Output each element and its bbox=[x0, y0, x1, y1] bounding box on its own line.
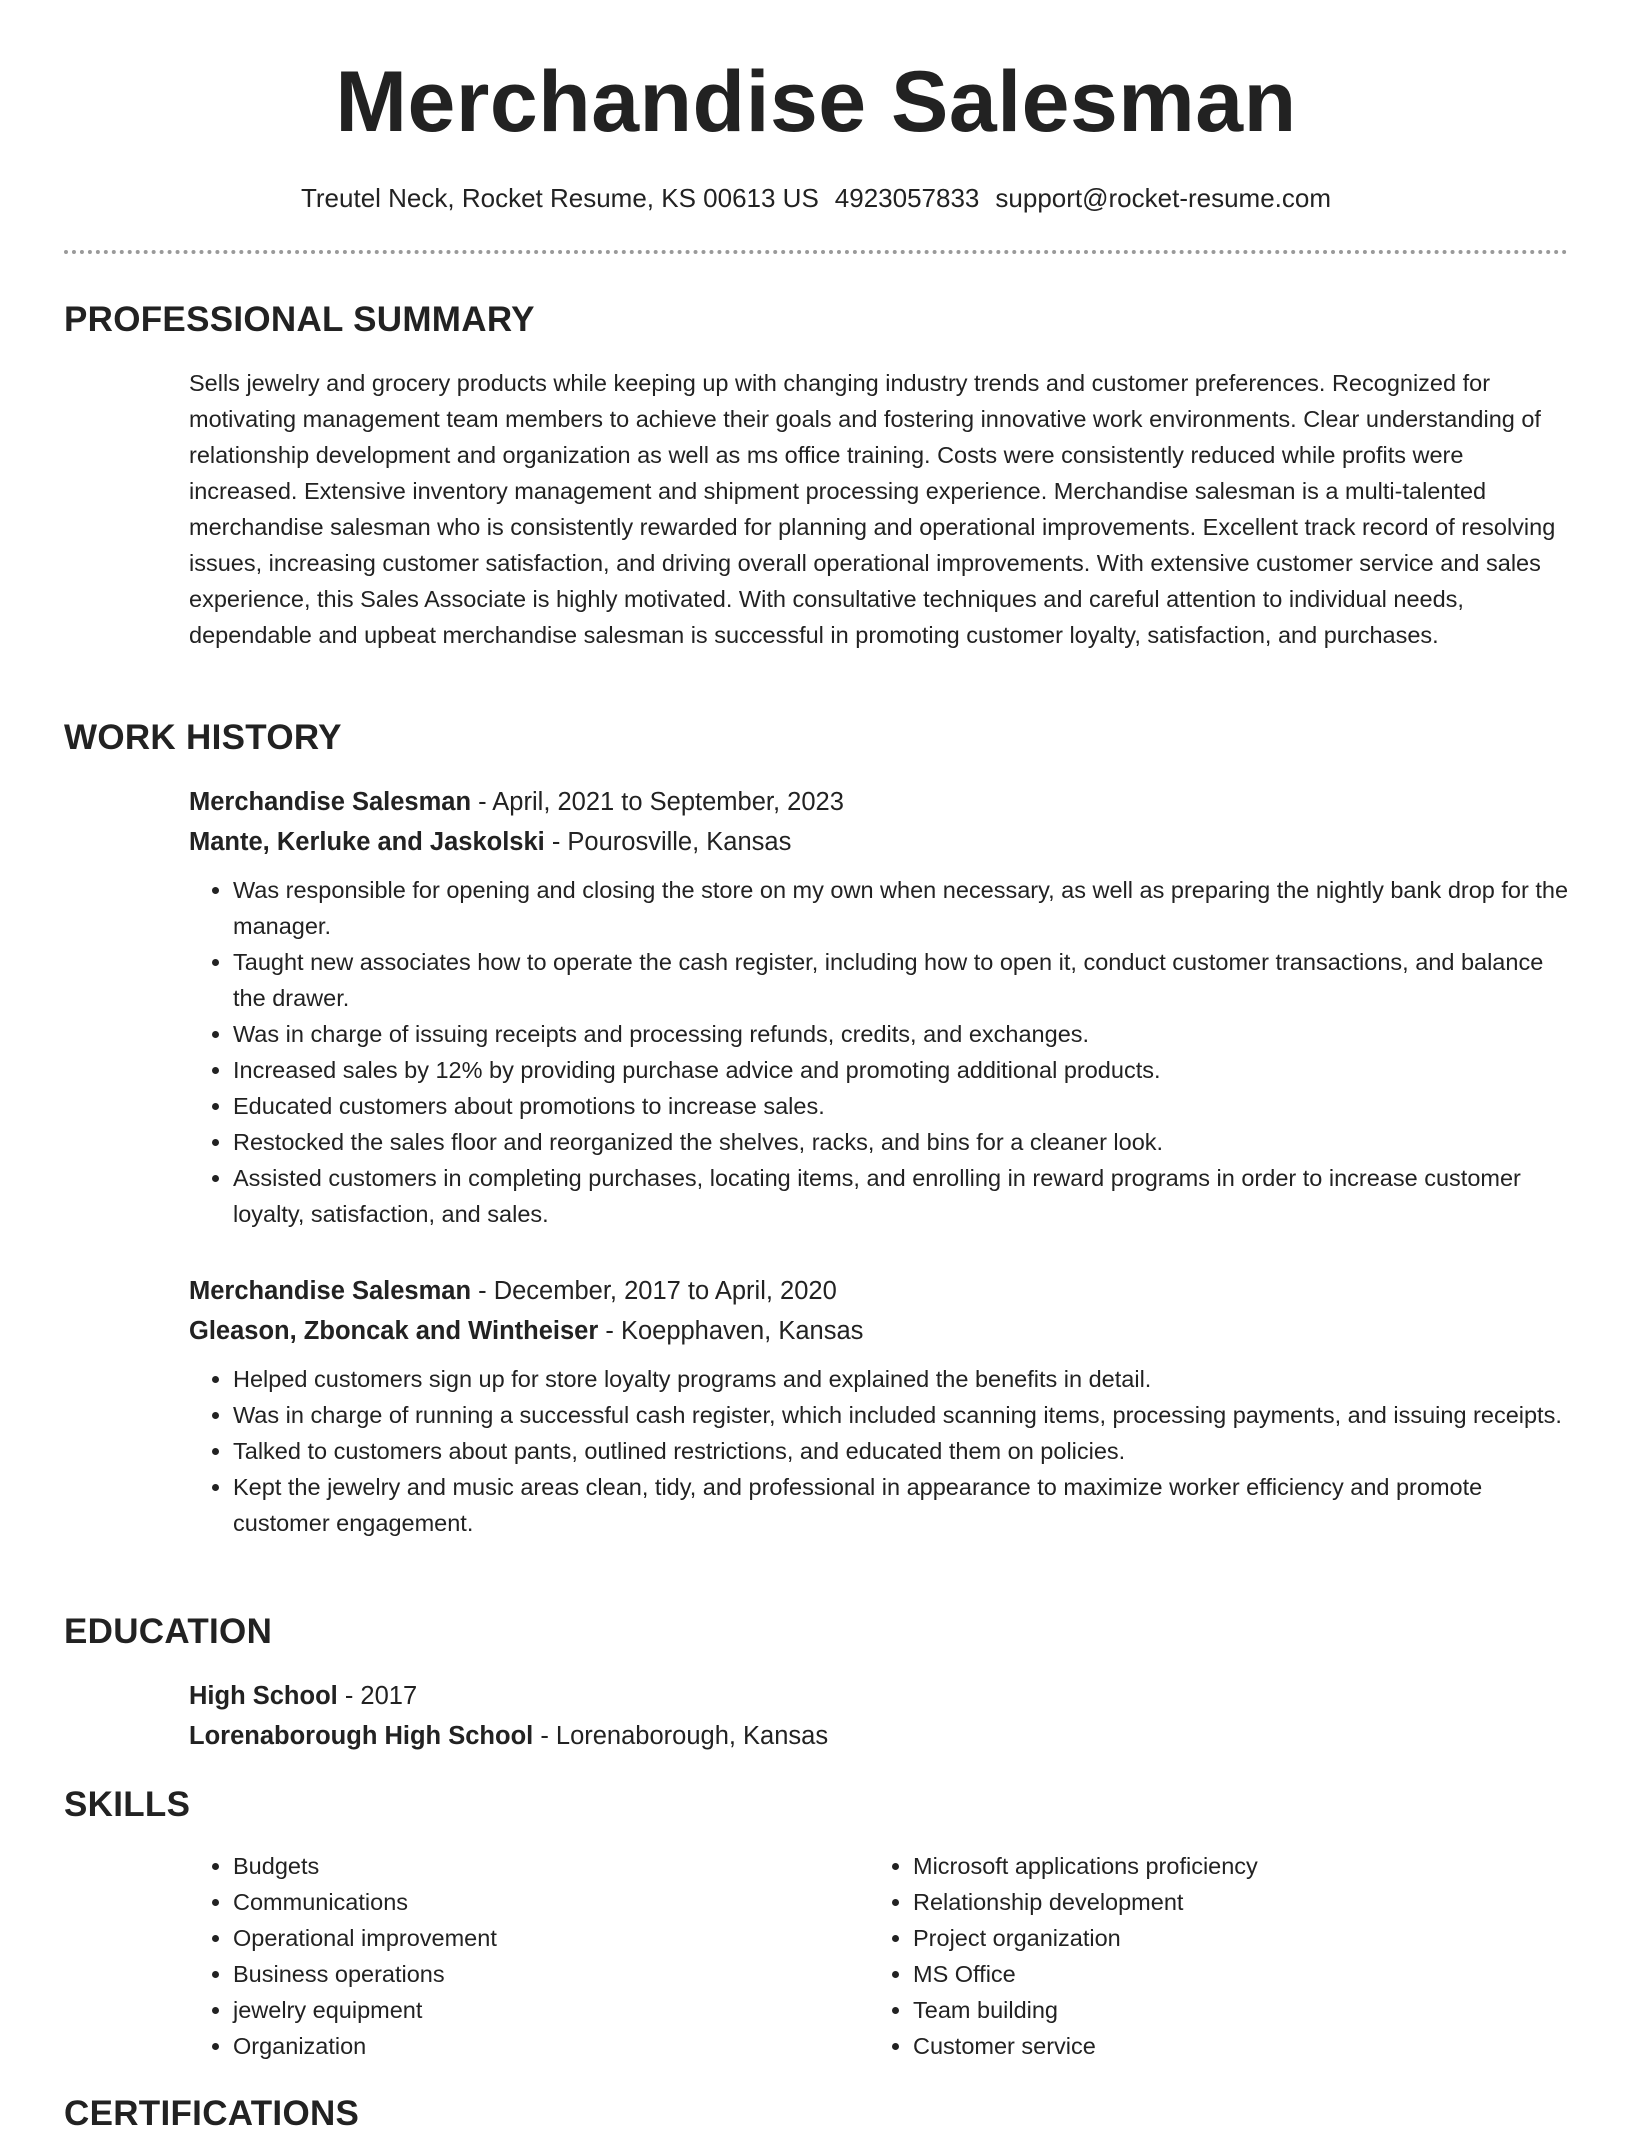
skill-item: • Project organization bbox=[913, 1920, 1513, 1956]
education-school: Lorenaborough High School bbox=[189, 1722, 534, 1750]
skills-column-2 bbox=[869, 1848, 1513, 2064]
list-item: • Was responsible for opening and closing the store on my own when necessary, as well as preparing the nightly bank drop for the manager. bbox=[233, 872, 1569, 944]
job-dates: - December, 2017 to April, 2020 bbox=[471, 1277, 837, 1305]
skill-item: • Customer service bbox=[913, 2028, 1513, 2064]
resume-name-title: Merchandise Salesman bbox=[335, 54, 1297, 150]
contact-phone: 4923057833 bbox=[834, 183, 980, 213]
skill-item: • Microsoft applications proficiency bbox=[913, 1848, 1513, 1884]
list-item: • Restocked the sales floor and reorganized the shelves, racks, and bins for a cleaner look. bbox=[233, 1124, 1569, 1160]
education-year: - 2017 bbox=[337, 1682, 418, 1710]
skill-item: • Team building bbox=[913, 1992, 1513, 2028]
contact-email: support@rocket-resume.com bbox=[995, 183, 1332, 213]
skill-item: • Budgets bbox=[233, 1848, 833, 1884]
skill-item: • MS Office bbox=[913, 1956, 1513, 1992]
summary-text: Sells jewelry and grocery products while keeping up with changing industry trends and customer preferences. Recognized for motivating management team members to achieve their goals and fostering innovative work environments. Clear understanding of relationship development and organization as well as ms office training. Costs were consistently reduced while profits were increased. Extensive inventory management and shipment processing experience. Merchandise salesman is a multi-talented merchandise salesman who is consistently rewarded for planning and operational improvements. Excellent track record of resolving issues, increasing customer satisfaction, and driving overall operational improvements. With extensive customer service and sales experience, this Sales Associate is highly motivated. With consultative techniques and careful attention to individual needs, dependable and upbeat merchandise salesman is successful in promoting customer loyalty, satisfaction, and purchases. bbox=[189, 370, 1556, 648]
job-title-line bbox=[189, 782, 1569, 822]
job-location: - Pourosville, Kansas bbox=[544, 828, 792, 856]
skill-item: • Relationship development bbox=[913, 1884, 1513, 1920]
education-degree: High School bbox=[189, 1682, 338, 1710]
job-company: Gleason, Zboncak and Wintheiser bbox=[189, 1317, 599, 1345]
job-company-line bbox=[189, 822, 1569, 862]
work-history-heading: WORK HISTORY bbox=[64, 718, 342, 757]
job-title-line bbox=[189, 1271, 1569, 1311]
list-item: • Increased sales by 12% by providing purchase advice and promoting additional products. bbox=[233, 1052, 1569, 1088]
job-company-line bbox=[189, 1311, 1569, 1351]
job-entry-1 bbox=[189, 782, 1569, 1232]
education-heading: EDUCATION bbox=[64, 1612, 273, 1651]
skill-item: • Business operations bbox=[233, 1956, 833, 1992]
list-item: • Helped customers sign up for store loyalty programs and explained the benefits in detail. bbox=[233, 1361, 1569, 1397]
skill-item: • Operational improvement bbox=[233, 1920, 833, 1956]
contact-line bbox=[0, 180, 1632, 216]
job-entry-2 bbox=[189, 1271, 1569, 1541]
summary-heading: PROFESSIONAL SUMMARY bbox=[64, 300, 535, 339]
contact-address: Treutel Neck, Rocket Resume, KS 00613 US bbox=[300, 183, 819, 213]
skill-item: • Organization bbox=[233, 2028, 833, 2064]
education-school-line bbox=[189, 1716, 1569, 1756]
education-location: - Lorenaborough, Kansas bbox=[533, 1722, 829, 1750]
list-item: • Educated customers about promotions to increase sales. bbox=[233, 1088, 1569, 1124]
list-item: • Kept the jewelry and music areas clean, tidy, and professional in appearance to maximize worker efficiency and promote customer engagement. bbox=[233, 1469, 1569, 1541]
list-item: • Taught new associates how to operate the cash register, including how to open it, conduct customer transactions, and balance the drawer. bbox=[233, 944, 1569, 1016]
job-company: Mante, Kerluke and Jaskolski bbox=[189, 828, 545, 856]
header-divider bbox=[64, 250, 1568, 254]
list-item: • Was in charge of issuing receipts and processing refunds, credits, and exchanges. bbox=[233, 1016, 1569, 1052]
skills-heading: SKILLS bbox=[64, 1785, 191, 1824]
education-degree-line bbox=[189, 1676, 1569, 1716]
certifications-heading: CERTIFICATIONS bbox=[64, 2094, 360, 2133]
job-bullets bbox=[189, 872, 1569, 1232]
skills-column-1 bbox=[189, 1848, 833, 2064]
list-item: • Assisted customers in completing purchases, locating items, and enrolling in reward programs in order to increase customer loyalty, satisfaction, and sales. bbox=[233, 1160, 1569, 1232]
job-bullets bbox=[189, 1361, 1569, 1541]
education-entry bbox=[189, 1676, 1569, 1756]
list-item: • Was in charge of running a successful cash register, which included scanning items, processing payments, and issuing receipts. bbox=[233, 1397, 1569, 1433]
list-item: • Talked to customers about pants, outlined restrictions, and educated them on policies. bbox=[233, 1433, 1569, 1469]
job-location: - Koepphaven, Kansas bbox=[598, 1317, 864, 1345]
job-dates: - April, 2021 to September, 2023 bbox=[471, 788, 844, 816]
skill-item: • Communications bbox=[233, 1884, 833, 1920]
job-role: Merchandise Salesman bbox=[189, 788, 472, 816]
skill-item: • jewelry equipment bbox=[233, 1992, 833, 2028]
job-role: Merchandise Salesman bbox=[189, 1277, 472, 1305]
